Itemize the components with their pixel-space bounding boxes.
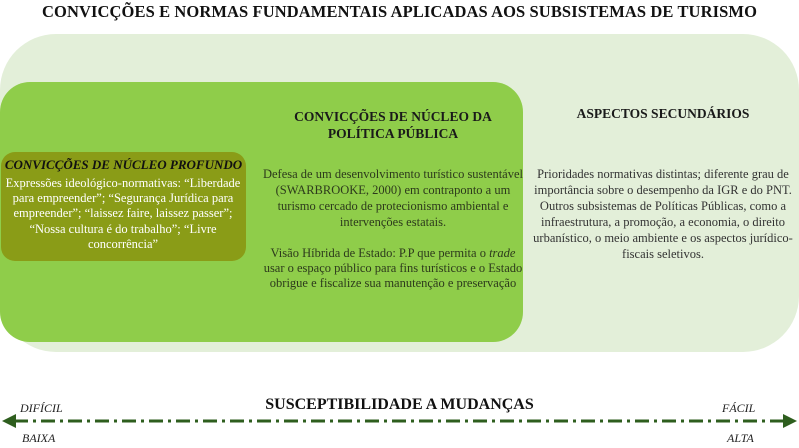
susceptibility-arrow bbox=[0, 408, 799, 434]
secondary-aspects-text: Prioridades normativas distintas; diferente grau de importância sobre o desempenho da IGR e do PNT. Outros subsistemas de Políticas Públicas, como a infraestrutura, a promoção, a economia, o direito urbanístico, o meio ambiente e os aspectos jurídico-fiscais seletivos. bbox=[533, 167, 793, 261]
policy-core-text: Defesa de um desenvolvimento turístico sustentável (SWARBROOKE, 2000) em contraponto a um turismo cercado de protecionismo ambiental e intervenções estatais. bbox=[262, 167, 523, 229]
hybrid-state-text-part1: Visão Híbrida de Estado: P.P que permita o bbox=[270, 246, 490, 260]
easy-label: FÁCIL bbox=[722, 401, 756, 415]
policy-core-title: CONVICÇÕES DE NÚCLEO DA POLÍTICA PÚBLICA bbox=[294, 109, 492, 141]
secondary-aspects-title: ASPECTOS SECUNDÁRIOS bbox=[576, 106, 750, 121]
high-label: ALTA bbox=[727, 431, 754, 445]
low-label: BAIXA bbox=[22, 431, 56, 445]
arrow-right-head bbox=[783, 414, 797, 428]
hybrid-state-text-part2: usar o espaço público para fins turísticos e o Estado obrigue e fiscalize sua manutenção e preservação bbox=[263, 261, 523, 291]
hybrid-state-text-italic: trade bbox=[489, 246, 516, 260]
deep-core-text: Expressões ideológico-normativas: “Liberdade para empreender”; “Segurança Jurídica para empreender”; “laissez faire, laissez passer”; “Nossa cultura é do trabalho”; “Livre concorrência” bbox=[5, 176, 241, 251]
deep-core-title: CONVICÇÕES DE NÚCLEO PROFUNDO bbox=[4, 157, 243, 172]
difficult-label: DIFÍCIL bbox=[20, 401, 63, 415]
diagram-title: CONVICÇÕES E NORMAS FUNDAMENTAIS APLICADAS AOS SUBSISTEMAS DE TURISMO bbox=[42, 2, 757, 21]
arrow-left-head bbox=[2, 414, 16, 428]
susceptibility-title: SUSCEPTIBILIDADE A MUDANÇAS bbox=[265, 396, 534, 413]
hybrid-state-text bbox=[262, 246, 524, 292]
